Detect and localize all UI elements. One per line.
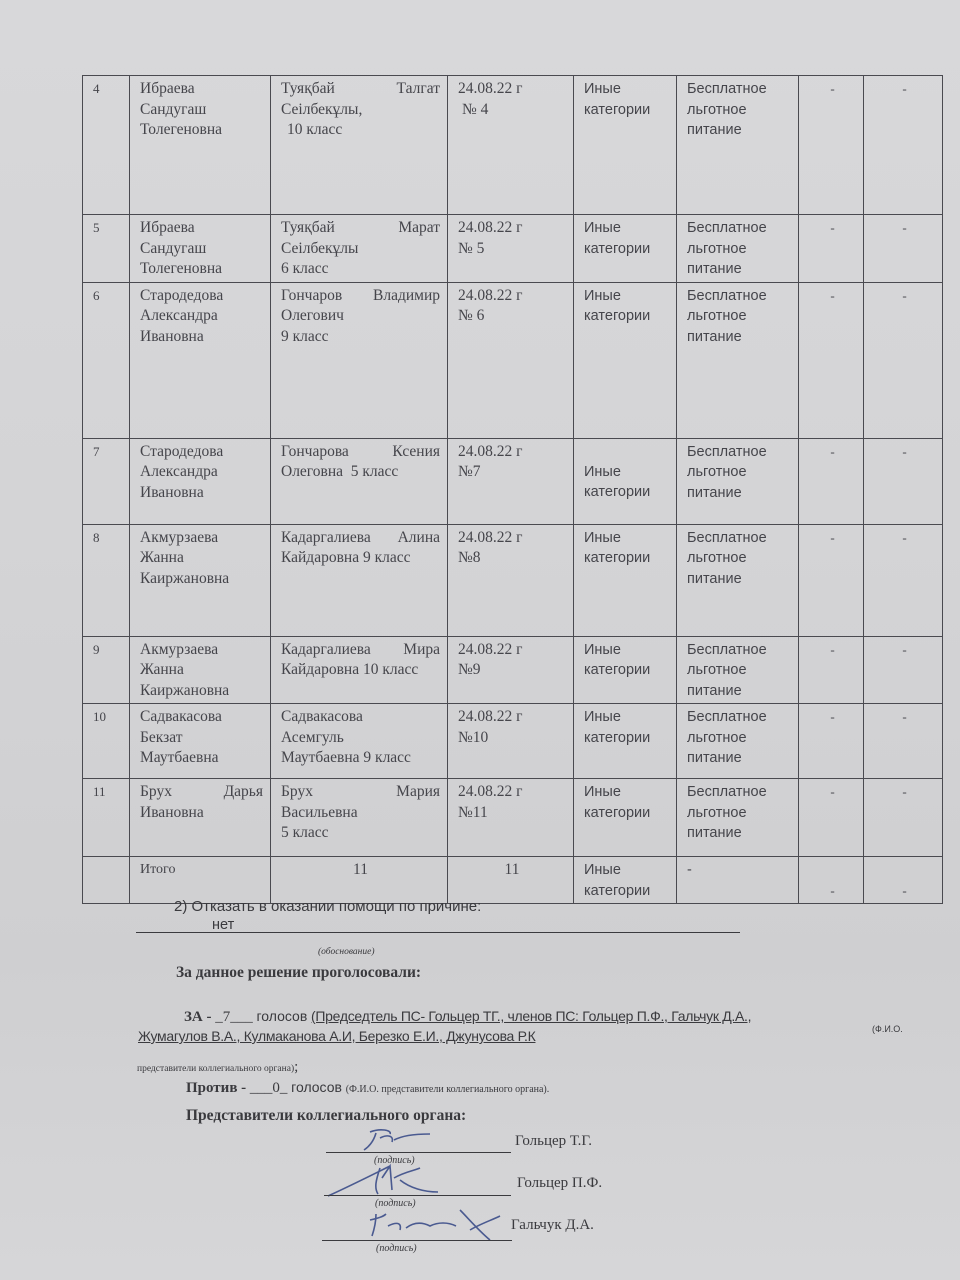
table-row <box>83 438 943 524</box>
category: Иные категории <box>574 282 677 438</box>
category <box>574 438 677 524</box>
doc-number: № 4 <box>462 100 489 118</box>
date-text: 24.08.22 г <box>458 219 523 236</box>
refusal-heading: 2) Отказать в оказании помощи по причине: <box>174 898 482 915</box>
total-aid: - <box>677 857 799 904</box>
child-surname: Садвакасова <box>281 708 363 725</box>
category-text: Иные категории <box>584 463 651 500</box>
row-number: 4 <box>83 76 130 215</box>
child-patronymic: Сеілбекұлы <box>281 239 359 257</box>
decision-date <box>448 215 574 283</box>
table-row <box>83 282 943 438</box>
table-row <box>83 704 943 779</box>
aid-type: Бесплатное льготное питание <box>677 779 799 857</box>
total-col8: - <box>799 857 864 904</box>
col8-value: - <box>799 636 864 704</box>
signer-name: Гольцер П.Ф. <box>517 1175 603 1191</box>
child-name <box>271 76 448 215</box>
col8-value: - <box>799 76 864 215</box>
child-firstname: Марат <box>398 219 440 236</box>
signer-name: Гольцер Т.Г. <box>515 1133 593 1149</box>
doc-number: № 6 <box>458 307 485 324</box>
aid-type: Бесплатное льготное питание <box>677 215 799 283</box>
against-count: ___0_ <box>249 1080 288 1096</box>
child-firstname: Владимир <box>373 286 440 304</box>
col9-value: - <box>864 636 943 704</box>
row-number: 10 <box>83 704 130 779</box>
total-children: 11 <box>271 857 448 904</box>
doc-number: №10 <box>458 728 489 746</box>
vote-heading: За данное решение проголосовали: <box>176 964 422 981</box>
aid-type: Бесплатное льготное питание <box>677 282 799 438</box>
date-text: 24.08.22 г <box>458 708 523 725</box>
child-grade: 10 класс <box>287 121 343 138</box>
signature-scribble-icon <box>360 1200 520 1245</box>
child-name <box>271 215 448 283</box>
col8-value: - <box>799 779 864 857</box>
decision-date <box>448 524 574 636</box>
reps-heading: Представители коллегиального органа: <box>186 1107 467 1124</box>
child-firstname: Талгат <box>396 80 440 97</box>
decision-date <box>448 438 574 524</box>
doc-number: № 5 <box>458 239 485 257</box>
col9-value: - <box>864 704 943 779</box>
total-num <box>83 857 130 904</box>
child-firstname: Алина <box>397 528 440 546</box>
child-surname: Туяқбай <box>281 80 335 97</box>
child-name <box>271 779 448 857</box>
child-patronymic: Олегович <box>281 307 344 324</box>
child-patronymic-grade: Маутбаевна 9 класс <box>281 749 411 766</box>
child-patronymic-grade: Олеговна 5 класс <box>281 463 399 480</box>
date-text: 24.08.22 г <box>458 442 523 460</box>
fio-hint: (Ф.И.О. <box>872 1024 903 1034</box>
row-number: 6 <box>83 282 130 438</box>
against-hint: (Ф.И.О. представители коллегиального органа). <box>345 1084 550 1095</box>
row-number: 9 <box>83 636 130 704</box>
parent-name: Акмурзаева Жанна Каиржановна <box>130 636 271 704</box>
signature-caption: (подпись) <box>375 1198 416 1209</box>
aid-type: Бесплатное льготное питание <box>677 438 799 524</box>
child-firstname: Ксения <box>392 442 440 460</box>
child-firstname: Асемгуль <box>281 728 344 746</box>
child-patronymic: Васильевна <box>281 803 358 821</box>
col8-value: - <box>799 215 864 283</box>
child-patronymic: Сеілбекұлы, <box>281 100 363 118</box>
for-count: _7___ <box>215 1009 253 1025</box>
col8-value: - <box>799 704 864 779</box>
child-name <box>271 636 448 704</box>
decision-date <box>448 704 574 779</box>
total-label: Итого <box>130 857 271 904</box>
child-surname: Кадаргалиева <box>281 640 371 658</box>
child-firstname: Мира <box>403 640 440 658</box>
row-number: 5 <box>83 215 130 283</box>
table-row <box>83 636 943 704</box>
parent-name: Ибраева Сандугаш Толегеновна <box>130 215 271 283</box>
signature-caption: (подпись) <box>376 1243 417 1254</box>
col8-value: - <box>799 438 864 524</box>
aid-type: Бесплатное льготное питание <box>677 636 799 704</box>
total-docs: 11 <box>448 857 574 904</box>
beneficiaries-table <box>82 75 943 904</box>
col8-value: - <box>799 524 864 636</box>
against-votes-word: голосов <box>291 1079 342 1095</box>
child-surname: Брух <box>281 783 313 800</box>
parent-name: Стародедова Александра Ивановна <box>130 438 271 524</box>
category: Иные категории <box>574 779 677 857</box>
total-category: Иные категории <box>574 857 677 904</box>
votes-word: голосов <box>256 1008 308 1024</box>
decision-date <box>448 636 574 704</box>
vote-against-line <box>186 1079 549 1097</box>
doc-number: №9 <box>458 661 481 678</box>
col9-value: - <box>864 76 943 215</box>
child-name <box>271 282 448 438</box>
child-surname: Кадаргалиева <box>281 528 371 546</box>
date-text: 24.08.22 г <box>458 783 523 800</box>
category: Иные категории <box>574 704 677 779</box>
total-col9: - <box>864 857 943 904</box>
child-grade: 5 класс <box>281 824 329 841</box>
table-row <box>83 524 943 636</box>
signature-scribble-icon <box>320 1158 460 1203</box>
doc-number: №7 <box>458 463 481 480</box>
category: Иные категории <box>574 524 677 636</box>
refusal-reason: нет <box>212 917 235 933</box>
table-row <box>83 76 943 215</box>
aid-type: Бесплатное льготное питание <box>677 76 799 215</box>
parent-name: Садвакасова Бекзат Маутбаевна <box>130 704 271 779</box>
for-names-line2: Жумагулов В.А., Кулмаканова А.И, Березко Е.И., Джунусова Р.К <box>138 1028 536 1044</box>
col9-value: - <box>864 779 943 857</box>
child-patronymic-grade: Кайдаровна 9 класс <box>281 549 411 566</box>
table-row <box>83 779 943 857</box>
aid-type: Бесплатное льготное питание <box>677 524 799 636</box>
reason-caption: (обоснование) <box>318 947 375 957</box>
child-name <box>271 704 448 779</box>
row-number: 7 <box>83 438 130 524</box>
col8-value: - <box>799 282 864 438</box>
table-row <box>83 215 943 283</box>
col9-value: - <box>864 282 943 438</box>
signature-line <box>322 1240 512 1241</box>
category: Иные категории <box>574 215 677 283</box>
child-grade: 6 класс <box>281 260 329 277</box>
doc-number: №8 <box>458 549 481 566</box>
category: Иные категории <box>574 636 677 704</box>
parent-name: Ибраева Сандугаш Толегеновна <box>130 76 271 215</box>
decision-date <box>448 282 574 438</box>
child-surname: Гончаров <box>281 286 343 304</box>
parent-firstname: Дарья <box>223 783 263 800</box>
fio-hint-cont <box>137 1059 298 1076</box>
child-name <box>271 438 448 524</box>
col9-value: - <box>864 215 943 283</box>
row-number: 11 <box>83 779 130 857</box>
vote-for-line <box>184 1008 751 1026</box>
child-surname: Гончарова <box>281 442 349 460</box>
row-number: 8 <box>83 524 130 636</box>
col9-value: - <box>864 524 943 636</box>
date-text: 24.08.22 г <box>458 528 523 546</box>
parent-name: Акмурзаева Жанна Каиржановна <box>130 524 271 636</box>
child-name <box>271 524 448 636</box>
child-surname: Туяқбай <box>281 219 335 236</box>
parent-patronymic: Ивановна <box>140 803 204 821</box>
signer-name: Гальчук Д.А. <box>511 1217 594 1233</box>
date-text: 24.08.22 г <box>458 80 523 97</box>
aid-type: Бесплатное льготное питание <box>677 704 799 779</box>
fio-hint-cont-text: представители коллегиального органа) <box>137 1064 295 1074</box>
decision-date <box>448 76 574 215</box>
for-label: ЗА - <box>184 1009 212 1025</box>
date-text: 24.08.22 г <box>458 286 523 304</box>
semicolon: ; <box>294 1059 299 1075</box>
total-row <box>83 857 943 904</box>
child-patronymic-grade: Кайдаровна 10 класс <box>281 661 419 678</box>
for-names-line1: (Председтель ПС- Гольцер ТГ., членов ПС: Гольцер П.Ф., Гальчук Д.А., <box>311 1008 752 1024</box>
parent-name: Стародедова Александра Ивановна <box>130 282 271 438</box>
category: Иные категории <box>574 76 677 215</box>
decision-date <box>448 779 574 857</box>
signature-line <box>326 1152 511 1153</box>
against-label: Против - <box>186 1080 247 1096</box>
date-text: 24.08.22 г <box>458 640 523 658</box>
child-grade: 9 класс <box>281 327 329 345</box>
child-firstname: Мария <box>396 783 440 800</box>
col9-value: - <box>864 438 943 524</box>
parent-name <box>130 779 271 857</box>
signature-caption: (подпись) <box>374 1155 415 1166</box>
parent-surname: Брух <box>140 783 172 800</box>
doc-number: №11 <box>458 803 488 821</box>
signature-line <box>324 1195 511 1196</box>
